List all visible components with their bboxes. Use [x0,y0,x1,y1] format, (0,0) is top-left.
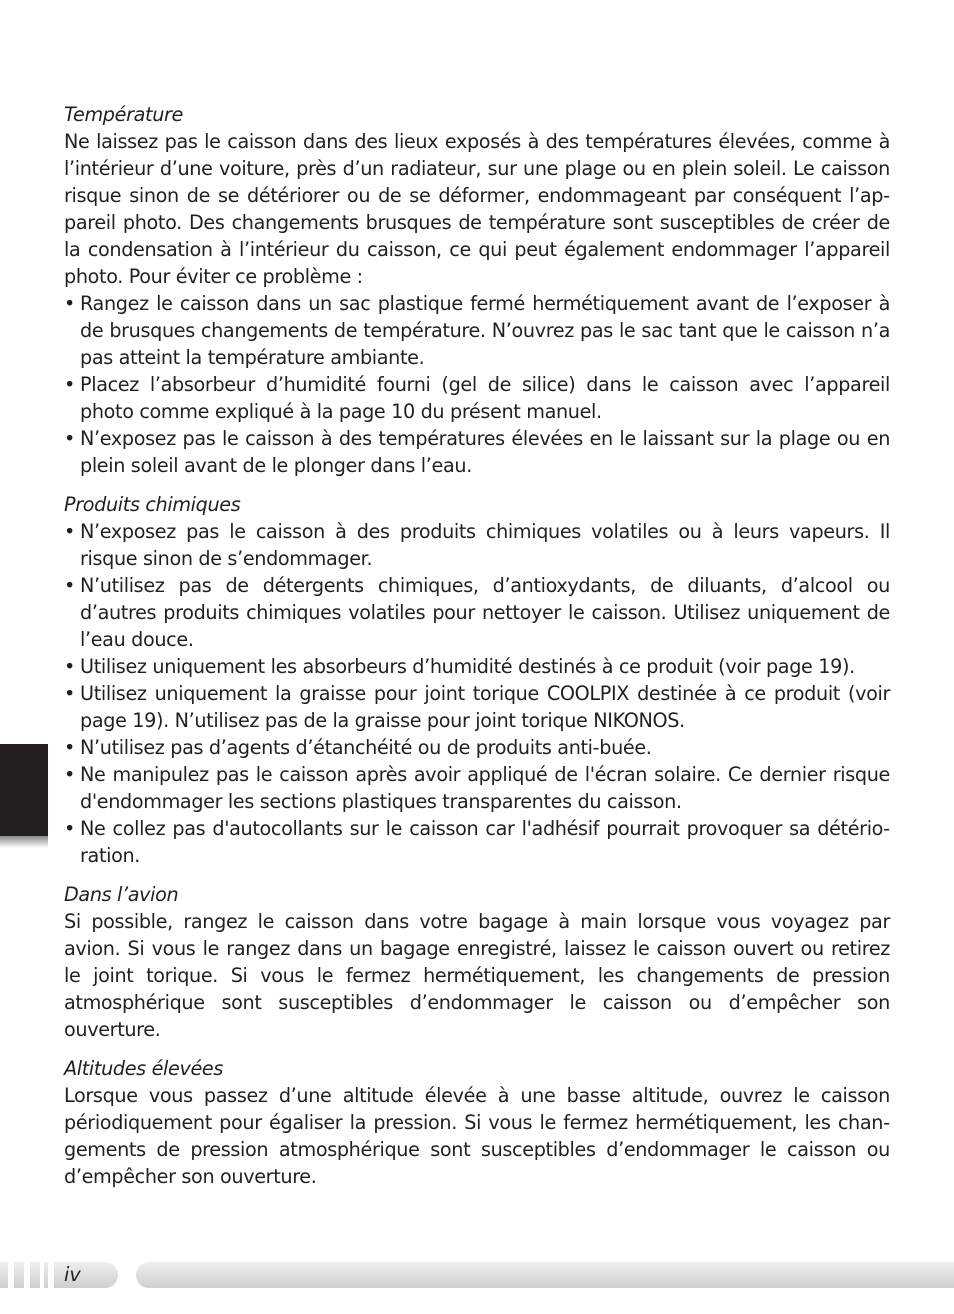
chapter-tab [0,744,48,836]
footer-stripe [14,1262,24,1288]
bullet-item: • Ne collez pas d'autocollants sur le caisson car l'adhésif pourrait provoquer sa détérioration. [64,815,890,869]
section-airplane [64,881,890,1043]
section-heading: Altitudes élevées [64,1057,224,1080]
section-paragraph: Ne laissez pas le caisson dans des lieux exposés à des températures élevées, comme à l’intérieur d’une voiture, près d’un radiateur, sur une plage ou en plein soleil. Le caisson risque sinon de se détériorer ou de se déformer, endommageant par conséquent l’appareil photo. Des changements brusques de température sont susceptibles de créer de la condensation à l’intérieur du caisson, ce qui peut également endommager l’appareil photo. Pour éviter ce problème : [64,130,890,288]
bullet-item: • N’exposez pas le caisson à des températures élevées en le laissant sur la plage ou en plein soleil avant de le plonger dans l’eau. [64,425,890,479]
section-heading: Température [64,103,184,126]
bullet-item: • N’utilisez pas de détergents chimiques, d’antioxydants, de diluants, d’alcool ou d’autres produits chimiques volatiles pour nettoyer le caisson. Utilisez uniquement de l’eau douce. [64,572,890,653]
footer-stripe [30,1262,40,1288]
section-paragraph: Lorsque vous passez d’une altitude élevée à une basse altitude, ouvrez le caisson périodiquement pour égaliser la pression. Si vous le fermez hermétiquement, les changements de pression atmosphérique sont susceptibles d’endommager le caisson ou d’empêcher son ouverture. [64,1084,890,1188]
bullet-item: • N’utilisez pas d’agents d’étanchéité ou de produits anti-buée. [64,734,890,761]
bullet-item: • Rangez le caisson dans un sac plastique fermé hermétiquement avant de l’exposer à de brusques changements de température. N’ouvrez pas le sac tant que le caisson n’a pas atteint la température ambiante. [64,290,890,371]
page-content [64,101,890,1202]
section-heading: Produits chimiques [64,493,241,516]
footer-stripe [0,1262,8,1288]
footer-bar [136,1262,954,1288]
bullet-list [64,290,890,479]
section-altitude [64,1055,890,1190]
bullet-item: • N’exposez pas le caisson à des produits chimiques volatiles ou à leurs vapeurs. Il risque sinon de s’endommager. [64,518,890,572]
bullet-item: • Placez l’absorbeur d’humidité fourni (gel de silice) dans le caisson avec l’appareil photo comme expliqué à la page 10 du présent manuel. [64,371,890,425]
section-paragraph: Si possible, rangez le caisson dans votre bagage à main lorsque vous voyagez par avion. Si vous le rangez dans un bagage enregistré, laissez le caisson ouvert ou retirez le joint torique. Si vous le fermez hermétiquement, les changements de pression atmosphérique sont susceptibles d’endommager le caisson ou d’empêcher son ouverture. [64,910,890,1041]
bullet-item: • Utilisez uniquement la graisse pour joint torique COOLPIX destinée à ce produit (voir page 19). N’utilisez pas de la graisse pour joint torique NIKONOS. [64,680,890,734]
bullet-item: • Ne manipulez pas le caisson après avoir appliqué de l'écran solaire. Ce dernier risque d'endommager les sections plastiques transparentes du caisson. [64,761,890,815]
section-chemicals [64,491,890,869]
section-temperature [64,101,890,479]
bullet-item: • Utilisez uniquement les absorbeurs d’humidité destinés à ce produit (voir page 19). [64,653,890,680]
page-number: iv [64,1263,81,1286]
page-footer [0,1262,954,1290]
section-heading: Dans l’avion [64,883,179,906]
chapter-tab-shadow [0,836,48,848]
footer-stripe [44,1262,48,1288]
bullet-list [64,518,890,869]
